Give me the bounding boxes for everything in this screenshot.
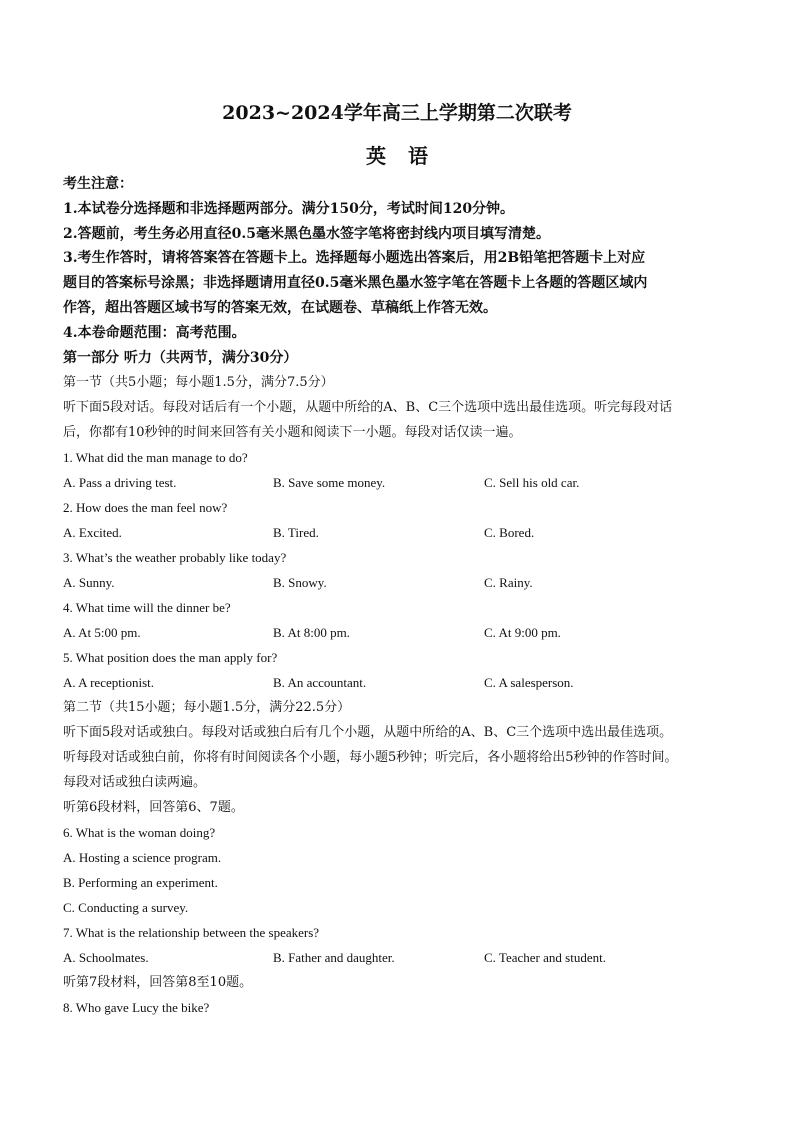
option-b: B. Performing an experiment. [63, 875, 218, 890]
material-6-heading: 听第6段材料，回答第6、7题。 [63, 800, 244, 815]
material-7-heading: 听第7段材料，回答第8至10题。 [63, 975, 253, 990]
option-c: C. Sell his old car. [484, 475, 580, 490]
option-a: A. Excited. [63, 525, 122, 540]
section-two-heading: 第二节（共15小题；每小题1.5分，满分22.5分） [63, 700, 351, 715]
exam-title: 2023~2024学年高三上学期第二次联考 [222, 102, 572, 124]
option-b: B. Snowy. [273, 575, 327, 590]
notice-item-3-line-2: 题目的答案标号涂黑；非选择题请用直径0.5毫米黑色墨水签字笔在答题卡上各题的答题区域内 [63, 275, 648, 291]
question-5: 5. What position does the man apply for? [63, 650, 278, 665]
notice-item-2: 2.答题前，考生务必用直径0.5毫米黑色墨水签字笔将密封线内项目填写清楚。 [63, 226, 550, 242]
section-one-instruction-2: 后，你都有10秒钟的时间来回答有关小题和阅读下一小题。每段对话仅读一遍。 [63, 425, 522, 440]
question-4: 4. What time will the dinner be? [63, 600, 231, 615]
part-one-heading: 第一部分 听力（共两节，满分30分） [63, 350, 298, 366]
question-1: 1. What did the man manage to do? [63, 450, 248, 465]
option-c: C. A salesperson. [484, 675, 574, 690]
option-b: B. Tired. [273, 525, 319, 540]
question-7: 7. What is the relationship between the speakers? [63, 925, 320, 940]
notice-item-4: 4.本卷命题范围：高考范围。 [63, 325, 246, 341]
option-b: B. Father and daughter. [273, 950, 395, 965]
option-c: C. Teacher and student. [484, 950, 606, 965]
option-a: A. Pass a driving test. [63, 475, 177, 490]
option-c: C. Conducting a survey. [63, 900, 189, 915]
option-c: C. Bored. [484, 525, 535, 540]
question-3: 3. What’s the weather probably like today? [63, 550, 287, 565]
question-8: 8. Who gave Lucy the bike? [63, 1000, 210, 1015]
section-two-instruction-2: 听每段对话或独白前，你将有时间阅读各个小题，每小题5秒钟；听完后，各小题将给出5秒钟的作答时间。 [63, 750, 678, 765]
section-one-instruction-1: 听下面5段对话。每段对话后有一个小题，从题中所给的A、B、C三个选项中选出最佳选项。听完每段对话 [63, 400, 673, 415]
option-a: A. Hosting a science program. [63, 850, 222, 865]
option-b: B. An accountant. [273, 675, 367, 690]
option-a: A. A receptionist. [63, 675, 154, 690]
option-c: C. Rainy. [484, 575, 533, 590]
option-a: A. Schoolmates. [63, 950, 149, 965]
question-6: 6. What is the woman doing? [63, 825, 216, 840]
section-two-instruction-3: 每段对话或独白读两遍。 [63, 775, 207, 790]
option-b: B. At 8:00 pm. [273, 625, 350, 640]
notice-item-1: 1.本试卷分选择题和非选择题两部分。满分150分，考试时间120分钟。 [63, 201, 515, 217]
notice-heading: 考生注意： [63, 176, 133, 192]
notice-item-3-line-3: 作答，超出答题区域书写的答案无效，在试题卷、草稿纸上作答无效。 [63, 300, 497, 316]
subject-title: 英语 [366, 144, 450, 168]
section-two-instruction-1: 听下面5段对话或独白。每段对话或独白后有几个小题，从题中所给的A、B、C三个选项中选出最佳选项。 [63, 725, 673, 740]
option-c: C. At 9:00 pm. [484, 625, 561, 640]
question-2: 2. How does the man feel now? [63, 500, 228, 515]
notice-item-3-line-1: 3.考生作答时，请将答案答在答题卡上。选择题每小题选出答案后，用2B铅笔把答题卡上对应 [63, 250, 646, 266]
section-one-heading: 第一节（共5小题；每小题1.5分，满分7.5分） [63, 375, 334, 390]
option-a: A. Sunny. [63, 575, 115, 590]
option-a: A. At 5:00 pm. [63, 625, 141, 640]
option-b: B. Save some money. [273, 475, 386, 490]
